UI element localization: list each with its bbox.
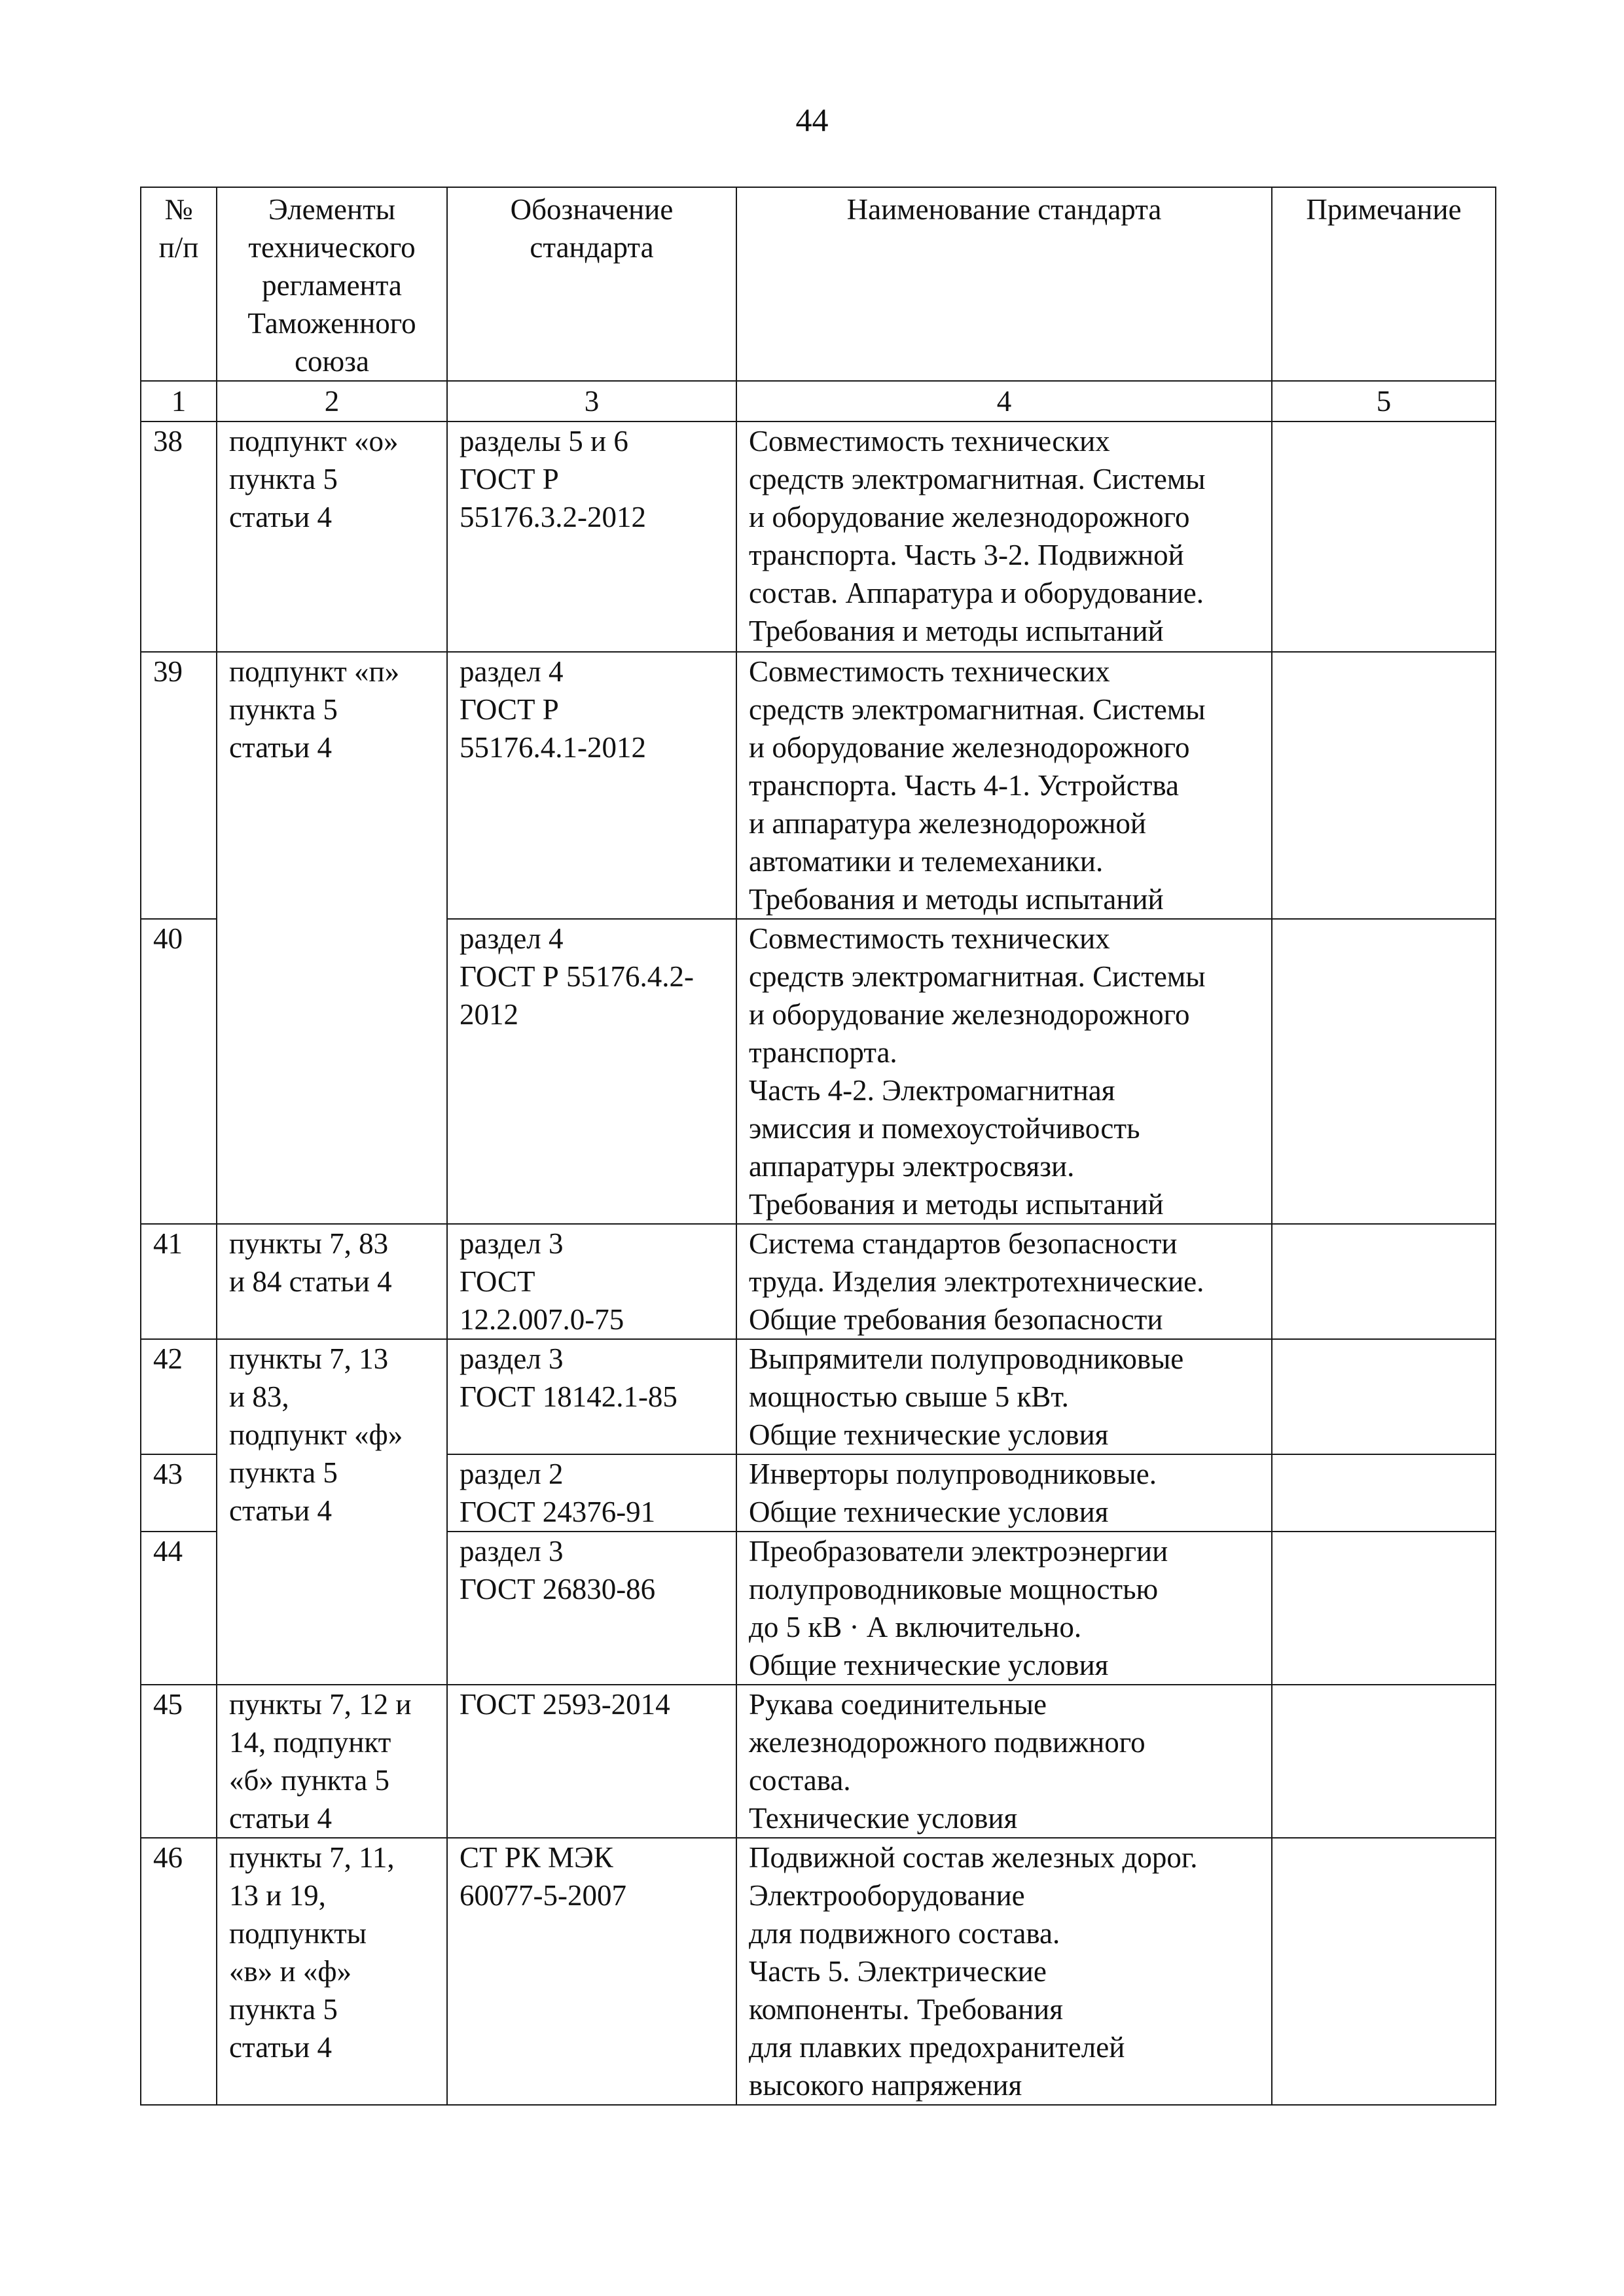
standard-designation: раздел 3 ГОСТ 12.2.007.0-75 xyxy=(447,1224,736,1339)
header-note: Примечание xyxy=(1272,187,1496,381)
row-number: 41 xyxy=(141,1224,217,1339)
note xyxy=(1272,1685,1496,1838)
column-number: 1 xyxy=(141,381,217,422)
header-standard-name: Наименование стандарта xyxy=(736,187,1272,381)
standard-designation: ГОСТ 2593-2014 xyxy=(447,1685,736,1838)
standard-name: Инверторы полупроводниковые. Общие технические условия xyxy=(736,1454,1272,1532)
table-row xyxy=(141,1339,1496,1454)
regulation-element: пункты 7, 12 и 14, подпункт «б» пункта 5 статьи 4 xyxy=(217,1685,447,1838)
table-row xyxy=(141,652,1496,919)
standard-designation: раздел 2 ГОСТ 24376-91 xyxy=(447,1454,736,1532)
table-row xyxy=(141,1224,1496,1339)
page-number: 44 xyxy=(795,101,829,138)
standard-name: Рукава соединительные железнодорожного подвижного состава. Технические условия xyxy=(736,1685,1272,1838)
table-header-row xyxy=(141,187,1496,381)
standard-designation: СТ РК МЭК 60077-5-2007 xyxy=(447,1838,736,2105)
table-row xyxy=(141,1685,1496,1838)
standard-name: Подвижной состав железных дорог. Электрооборудование для подвижного состава. Часть 5. Электрические компоненты. Требования для плавких предохранителей высокого напряжения xyxy=(736,1838,1272,2105)
header-number: № п/п xyxy=(141,187,217,381)
standard-name: Совместимость технических средств электромагнитная. Системы и оборудование железнодорожного транспорта. Часть 4-2. Электромагнитная эмиссия и помехоустойчивость аппаратуры электросвязи. Требования и методы испытаний xyxy=(736,919,1272,1224)
standard-name: Совместимость технических средств электромагнитная. Системы и оборудование железнодорожного транспорта. Часть 3-2. Подвижной состав. Аппаратура и оборудование. Требования и методы испытаний xyxy=(736,422,1272,652)
table-row xyxy=(141,422,1496,652)
column-number-row xyxy=(141,381,1496,422)
regulation-element: пункты 7, 83 и 84 статьи 4 xyxy=(217,1224,447,1339)
row-number: 39 xyxy=(141,652,217,919)
standard-name: Совместимость технических средств электромагнитная. Системы и оборудование железнодорожного транспорта. Часть 4-1. Устройства и аппаратура железнодорожной автоматики и телемеханики. Требования и методы испытаний xyxy=(736,652,1272,919)
table-row xyxy=(141,1838,1496,2105)
regulation-element: подпункт «п» пункта 5 статьи 4 xyxy=(217,652,447,1224)
standard-designation: разделы 5 и 6 ГОСТ Р 55176.3.2-2012 xyxy=(447,422,736,652)
row-number: 38 xyxy=(141,422,217,652)
standard-designation: раздел 3 ГОСТ 18142.1-85 xyxy=(447,1339,736,1454)
regulation-element: пункты 7, 11, 13 и 19, подпункты «в» и «ф» пункта 5 статьи 4 xyxy=(217,1838,447,2105)
row-number: 44 xyxy=(141,1532,217,1685)
header-standard-designation: Обозначение стандарта xyxy=(447,187,736,381)
row-number: 42 xyxy=(141,1339,217,1454)
note xyxy=(1272,1224,1496,1339)
note xyxy=(1272,919,1496,1224)
note xyxy=(1272,1838,1496,2105)
standard-designation: раздел 4 ГОСТ Р 55176.4.2- 2012 xyxy=(447,919,736,1224)
column-number: 3 xyxy=(447,381,736,422)
standard-name: Система стандартов безопасности труда. Изделия электротехнические. Общие требования безопасности xyxy=(736,1224,1272,1339)
column-number: 5 xyxy=(1272,381,1496,422)
note xyxy=(1272,652,1496,919)
note xyxy=(1272,1339,1496,1454)
note xyxy=(1272,1454,1496,1532)
standard-designation: раздел 3 ГОСТ 26830-86 xyxy=(447,1532,736,1685)
row-number: 43 xyxy=(141,1454,217,1532)
regulation-element: пункты 7, 13 и 83, подпункт «ф» пункта 5 статьи 4 xyxy=(217,1339,447,1685)
note xyxy=(1272,1532,1496,1685)
column-number: 4 xyxy=(736,381,1272,422)
header-regulation-elements: Элементы технического регламента Таможенного союза xyxy=(217,187,447,381)
standard-name: Преобразователи электроэнергии полупроводниковые мощностью до 5 кВ · А включительно. Общие технические условия xyxy=(736,1532,1272,1685)
row-number: 40 xyxy=(141,919,217,1224)
standards-table xyxy=(140,187,1496,2106)
standard-designation: раздел 4 ГОСТ Р 55176.4.1-2012 xyxy=(447,652,736,919)
row-number: 45 xyxy=(141,1685,217,1838)
standard-name: Выпрямители полупроводниковые мощностью свыше 5 кВт. Общие технические условия xyxy=(736,1339,1272,1454)
regulation-element: подпункт «о» пункта 5 статьи 4 xyxy=(217,422,447,652)
row-number: 46 xyxy=(141,1838,217,2105)
column-number: 2 xyxy=(217,381,447,422)
note xyxy=(1272,422,1496,652)
